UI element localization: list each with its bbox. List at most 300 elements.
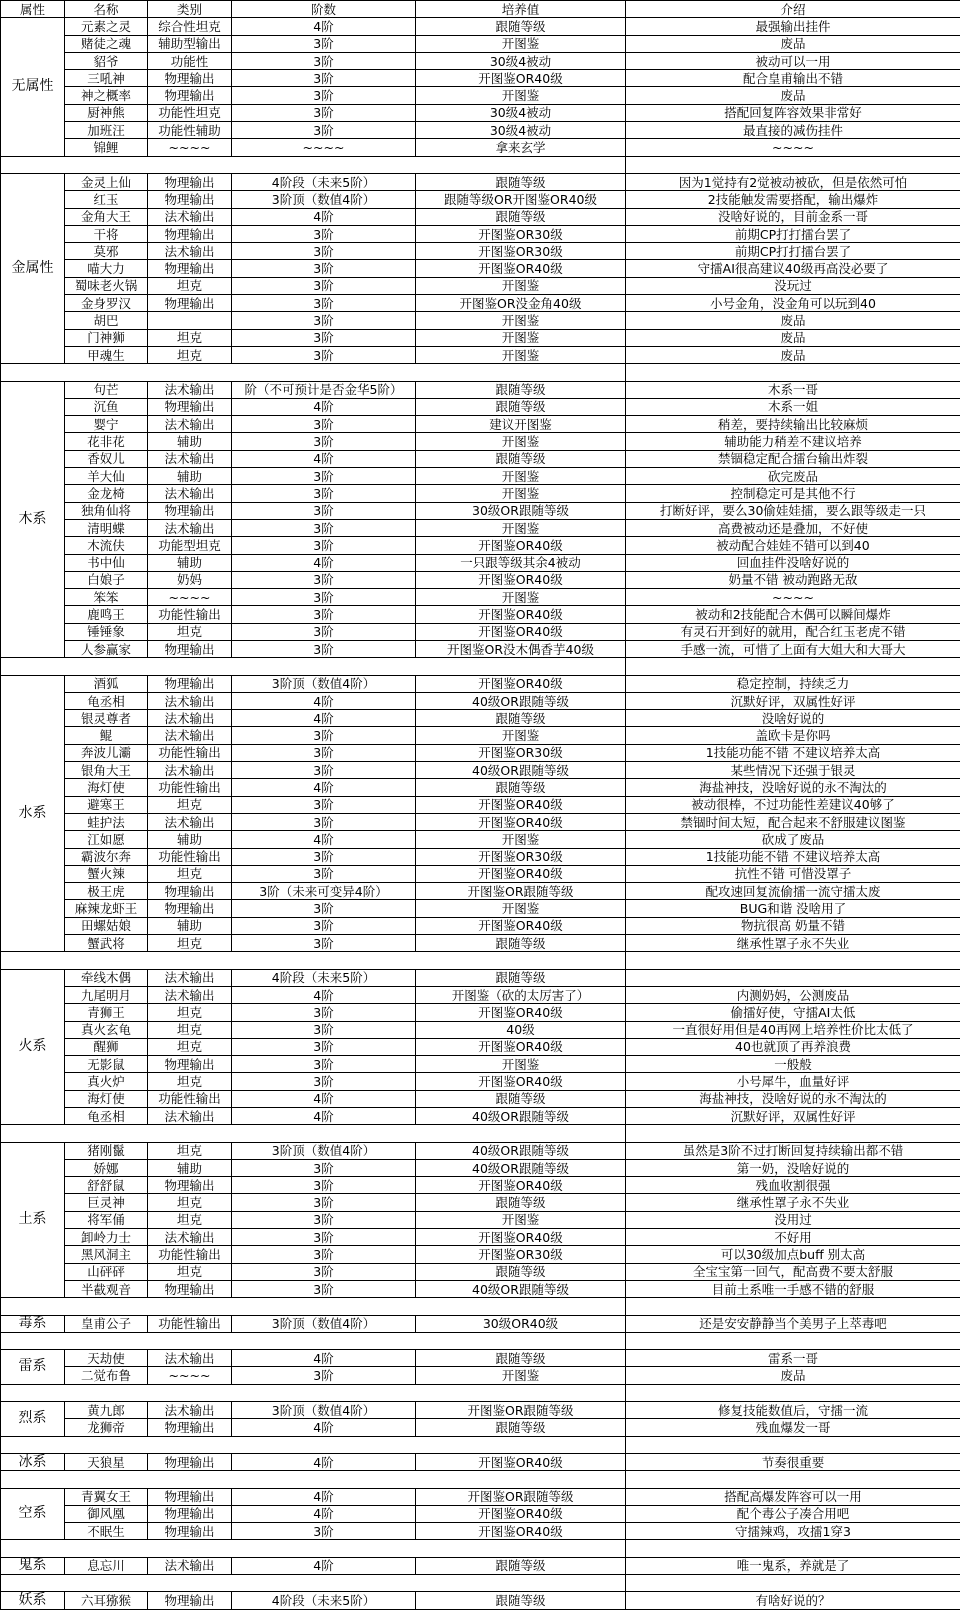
table-row (1, 1315, 960, 1332)
training-cell: 跟随等级 (416, 381, 626, 398)
pet-name-cell: 银灵尊者 (65, 710, 148, 727)
training-cell: 跟随等级 (416, 969, 626, 986)
tier-cell: 3阶 (232, 70, 416, 87)
intro-cell: 有啥好说的？ (626, 1592, 960, 1609)
table-row (1, 606, 960, 623)
table-row (1, 1419, 960, 1436)
table-row (1, 346, 960, 363)
table-row (1, 1523, 960, 1540)
pet-name-cell: 莫邪 (65, 243, 148, 260)
training-cell: 开图鉴OR30级 (416, 243, 626, 260)
tier-cell: 3阶 (232, 519, 416, 536)
pet-name-cell: 羊大仙 (65, 468, 148, 485)
training-cell: 开图鉴 (416, 1211, 626, 1228)
pet-name-cell: 貂爷 (65, 52, 148, 69)
pet-name-cell: 醒狮 (65, 1038, 148, 1055)
separator-row (1, 658, 960, 675)
pet-name-cell: 卸岭力士 (65, 1229, 148, 1246)
intro-cell: 被动很棒，不过功能性差建议40够了 (626, 796, 960, 813)
category-cell: 法术输出 (148, 1108, 232, 1125)
intro-cell: 废品 (626, 1367, 960, 1384)
intro-cell: 守擂AI很高建议40级再高没必要了 (626, 260, 960, 277)
tier-cell: 4阶 (232, 18, 416, 35)
table-row (1, 381, 960, 398)
header-attribute: 属性 (1, 1, 65, 18)
tier-cell: 3阶 (232, 329, 416, 346)
intro-cell: 打断好评，要么30偷娃娃擂，要么跟等级走一只 (626, 502, 960, 519)
table-row (1, 104, 960, 121)
pet-name-cell: 黑风洞主 (65, 1246, 148, 1263)
table-row (1, 727, 960, 744)
separator-cell (626, 1540, 960, 1557)
table-row (1, 935, 960, 952)
pet-name-cell: 龟丞相 (65, 692, 148, 709)
category-cell: 物理输出 (148, 87, 232, 104)
separator-cell (626, 658, 960, 675)
training-cell: 跟随等级 (416, 173, 626, 190)
separator-cell (1, 952, 626, 969)
pet-name-cell: 天劫使 (65, 1350, 148, 1367)
intro-cell: 配个毒公子凑合用吧 (626, 1505, 960, 1522)
training-cell: 开图鉴 (416, 468, 626, 485)
pet-name-cell: 麻辣龙虾王 (65, 900, 148, 917)
table-row (1, 1021, 960, 1038)
tier-cell: 3阶 (232, 502, 416, 519)
training-cell: 开图鉴OR没金角40级 (416, 295, 626, 312)
intro-cell: 禁锢时间太短，配合起来不舒服建议图鉴 (626, 813, 960, 830)
training-cell: 开图鉴OR没木偶香芋40级 (416, 640, 626, 657)
tier-cell: 3阶 (232, 813, 416, 830)
table-row (1, 122, 960, 139)
intro-cell: 有灵石开到好的就用，配合红玉老虎不错 (626, 623, 960, 640)
attribute-cell: 空系 (1, 1488, 65, 1540)
intro-cell: 搭配回复阵容效果非常好 (626, 104, 960, 121)
intro-cell: 第一奶，没啥好说的 (626, 1159, 960, 1176)
tier-cell: 4阶 (232, 1505, 416, 1522)
category-cell: 法术输出 (148, 692, 232, 709)
header-tier: 阶数 (232, 1, 416, 18)
tier-cell: 3阶 (232, 1523, 416, 1540)
category-cell: 坦克 (148, 1211, 232, 1228)
training-cell: 开图鉴 (416, 485, 626, 502)
pet-name-cell: 元素之灵 (65, 18, 148, 35)
attribute-cell: 毒系 (1, 1315, 65, 1332)
attribute-cell: 水系 (1, 675, 65, 952)
category-cell: ~~~~ (148, 589, 232, 606)
category-cell: 辅助型输出 (148, 35, 232, 52)
pet-name-cell: 人参赢家 (65, 640, 148, 657)
table-row (1, 1263, 960, 1280)
pet-name-cell: 甲魂生 (65, 346, 148, 363)
intro-cell: 物抗很高 奶量不错 (626, 917, 960, 934)
tier-cell: 3阶 (232, 1194, 416, 1211)
tier-cell: 3阶顶（数值4阶） (232, 1402, 416, 1419)
pet-name-cell: 无影鼠 (65, 1056, 148, 1073)
training-cell: 开图鉴OR40级 (416, 70, 626, 87)
pet-name-cell: 息忘川 (65, 1557, 148, 1574)
intro-cell: 海盐神技，没啥好说的永不淘汰的 (626, 1090, 960, 1107)
intro-cell (626, 969, 960, 986)
table-row (1, 1090, 960, 1107)
category-cell: 坦克 (148, 796, 232, 813)
pet-name-cell: 金灵上仙 (65, 173, 148, 190)
training-cell: 开图鉴OR30级 (416, 1246, 626, 1263)
separator-cell (1, 1540, 626, 1557)
table-row (1, 1229, 960, 1246)
training-cell: 开图鉴 (416, 277, 626, 294)
tier-cell: 3阶顶（数值4阶） (232, 675, 416, 692)
tier-cell: 3阶 (232, 1211, 416, 1228)
attribute-cell: 妖系 (1, 1592, 65, 1609)
training-cell: 开图鉴OR40级 (416, 1038, 626, 1055)
pet-name-cell: 木流伕 (65, 537, 148, 554)
tier-cell: 4阶 (232, 208, 416, 225)
table-row (1, 260, 960, 277)
category-cell: 坦克 (148, 346, 232, 363)
tier-cell: 3阶 (232, 900, 416, 917)
intro-cell: 海盐神技，没啥好说的永不淘汰的 (626, 779, 960, 796)
pet-name-cell: 极王虎 (65, 883, 148, 900)
tier-cell: 4阶段（未来5阶） (232, 969, 416, 986)
pet-name-cell: 九尾明月 (65, 986, 148, 1003)
intro-cell: 目前土系唯一手感不错的舒服 (626, 1280, 960, 1297)
category-cell: 功能性输出 (148, 606, 232, 623)
training-cell: 开图鉴OR40级 (416, 917, 626, 934)
pet-name-cell: 皇甫公子 (65, 1315, 148, 1332)
pet-name-cell: 金身罗汉 (65, 295, 148, 312)
intro-cell: 前期CP打打擂台罢了 (626, 243, 960, 260)
tier-cell: 3阶 (232, 848, 416, 865)
intro-cell: 节奏很重要 (626, 1453, 960, 1470)
separator-row (1, 156, 960, 173)
intro-cell: 搭配高爆发阵容可以一用 (626, 1488, 960, 1505)
pet-name-cell: 清明蝶 (65, 519, 148, 536)
training-cell: 开图鉴OR40级 (416, 1453, 626, 1470)
training-cell: 40级OR跟随等级 (416, 1280, 626, 1297)
separator-cell (626, 1471, 960, 1488)
category-cell: 法术输出 (148, 1229, 232, 1246)
category-cell: 物理输出 (148, 260, 232, 277)
intro-cell: 废品 (626, 35, 960, 52)
tier-cell: 4阶 (232, 1108, 416, 1125)
intro-cell: 沉默好评，双属性好评 (626, 692, 960, 709)
pet-name-cell: 猪刚鬣 (65, 1142, 148, 1159)
training-cell: 跟随等级 (416, 1194, 626, 1211)
category-cell: 功能性坦克 (148, 104, 232, 121)
intro-cell: 配合皇甫输出不错 (626, 70, 960, 87)
pet-name-cell: 将军俑 (65, 1211, 148, 1228)
tier-cell: 3阶（未来可变异4阶） (232, 883, 416, 900)
table-row (1, 1073, 960, 1090)
table-row (1, 1453, 960, 1470)
tier-cell: 3阶 (232, 295, 416, 312)
category-cell: 法术输出 (148, 969, 232, 986)
pet-name-cell: 笨笨 (65, 589, 148, 606)
intro-cell: 没啥好说的，目前金系一哥 (626, 208, 960, 225)
tier-cell: 4阶段（未来5阶） (232, 1592, 416, 1609)
table-row (1, 485, 960, 502)
pet-name-cell: 婴宁 (65, 416, 148, 433)
attribute-cell: 雷系 (1, 1350, 65, 1385)
table-row (1, 277, 960, 294)
pet-name-cell: 海灯使 (65, 779, 148, 796)
table-row (1, 52, 960, 69)
pet-name-cell: 半截观音 (65, 1280, 148, 1297)
pet-name-cell: 青狮王 (65, 1004, 148, 1021)
category-cell: 功能性输出 (148, 1246, 232, 1263)
tier-cell: 3阶 (232, 623, 416, 640)
category-cell: 辅助 (148, 917, 232, 934)
table-row (1, 139, 960, 156)
pet-name-cell: 舒舒鼠 (65, 1177, 148, 1194)
category-cell: 功能性输出 (148, 848, 232, 865)
intro-cell: 砍完废品 (626, 468, 960, 485)
pet-name-cell: 红玉 (65, 191, 148, 208)
table-row (1, 208, 960, 225)
separator-cell (626, 156, 960, 173)
pet-name-cell: 不眠生 (65, 1523, 148, 1540)
table-row (1, 675, 960, 692)
table-row (1, 623, 960, 640)
intro-cell: 小号犀牛，血量好评 (626, 1073, 960, 1090)
intro-cell: 被动和2技能配合木偶可以瞬间爆炸 (626, 606, 960, 623)
intro-cell: 废品 (626, 329, 960, 346)
category-cell: 物理输出 (148, 675, 232, 692)
category-cell: 辅助 (148, 554, 232, 571)
table-row (1, 433, 960, 450)
intro-cell: 控制稳定可是其他不行 (626, 485, 960, 502)
intro-cell: 没玩过 (626, 277, 960, 294)
training-cell: 开图鉴 (416, 87, 626, 104)
training-cell: 跟随等级 (416, 208, 626, 225)
table-row (1, 70, 960, 87)
category-cell: 法术输出 (148, 485, 232, 502)
pet-name-cell: 酒狐 (65, 675, 148, 692)
training-cell: 跟随等级 (416, 1557, 626, 1574)
tier-cell: 3阶 (232, 744, 416, 761)
table-row (1, 191, 960, 208)
intro-cell: 继承性罩子永不失业 (626, 935, 960, 952)
pet-name-cell: 蜀味老火锅 (65, 277, 148, 294)
tier-cell: 4阶段（未来5阶） (232, 173, 416, 190)
table-row (1, 848, 960, 865)
training-cell: 跟随等级 (416, 1090, 626, 1107)
tier-cell: 3阶 (232, 416, 416, 433)
training-cell: 开图鉴（砍的太厉害了） (416, 986, 626, 1003)
intro-cell: 回血挂件没啥好说的 (626, 554, 960, 571)
tier-cell: 3阶 (232, 243, 416, 260)
category-cell: 物理输出 (148, 883, 232, 900)
header-training: 培养值 (416, 1, 626, 18)
table-row (1, 813, 960, 830)
separator-cell (1, 1471, 626, 1488)
training-cell: 开图鉴OR40级 (416, 260, 626, 277)
table-row (1, 1488, 960, 1505)
category-cell: 坦克 (148, 1073, 232, 1090)
table-row (1, 744, 960, 761)
pet-name-cell: 加班汪 (65, 122, 148, 139)
intro-cell: 废品 (626, 312, 960, 329)
training-cell: 开图鉴 (416, 1056, 626, 1073)
category-cell: 功能性 (148, 52, 232, 69)
pet-name-cell: 银角大王 (65, 762, 148, 779)
separator-row (1, 1298, 960, 1315)
table-row (1, 1505, 960, 1522)
training-cell: 40级OR跟随等级 (416, 1159, 626, 1176)
pet-name-cell: 鹿鸣王 (65, 606, 148, 623)
training-cell: 40级OR跟随等级 (416, 1142, 626, 1159)
intro-cell: 被动可以一用 (626, 52, 960, 69)
tier-cell: ~~~~ (232, 139, 416, 156)
intro-cell: 某些情况下还强于银灵 (626, 762, 960, 779)
tier-cell: 3阶 (232, 1280, 416, 1297)
category-cell: 法术输出 (148, 762, 232, 779)
table-row (1, 87, 960, 104)
intro-cell: 被动配合娃娃不错可以到40 (626, 537, 960, 554)
pet-name-cell: 牵线木偶 (65, 969, 148, 986)
training-cell: 开图鉴OR40级 (416, 1523, 626, 1540)
pet-name-cell: 江如愿 (65, 831, 148, 848)
pet-name-cell: 御风凰 (65, 1505, 148, 1522)
table-row (1, 796, 960, 813)
pet-name-cell: 娇娜 (65, 1159, 148, 1176)
intro-cell: 1技能功能不错 不建议培养太高 (626, 744, 960, 761)
tier-cell: 阶（不可预计是否金华5阶） (232, 381, 416, 398)
category-cell: 法术输出 (148, 381, 232, 398)
table-row (1, 519, 960, 536)
header-row (1, 1, 960, 18)
category-cell: 坦克 (148, 277, 232, 294)
pet-name-cell: 白娘子 (65, 571, 148, 588)
table-row (1, 243, 960, 260)
category-cell: 功能性输出 (148, 1315, 232, 1332)
training-cell: 开图鉴OR40级 (416, 623, 626, 640)
category-cell: 物理输出 (148, 1523, 232, 1540)
pet-name-cell: 蛙护法 (65, 813, 148, 830)
tier-cell: 3阶 (232, 1159, 416, 1176)
pet-name-cell: 独角仙将 (65, 502, 148, 519)
table-row (1, 917, 960, 934)
intro-cell: 沉默好评，双属性好评 (626, 1108, 960, 1125)
intro-cell: 守擂辣鸡，攻擂1穿3 (626, 1523, 960, 1540)
intro-cell: 一直很好用但是40再网上培养性价比太低了 (626, 1021, 960, 1038)
intro-cell: 还是安安静静当个美男子上萃毒吧 (626, 1315, 960, 1332)
separator-row (1, 1384, 960, 1401)
table-row (1, 1350, 960, 1367)
intro-cell: 虽然是3阶不过打断回复持续输出都不错 (626, 1142, 960, 1159)
table-row (1, 502, 960, 519)
intro-cell: 辅助能力稍差不建议培养 (626, 433, 960, 450)
separator-row (1, 952, 960, 969)
table-row (1, 865, 960, 882)
separator-cell (626, 1298, 960, 1315)
intro-cell: 砍成了废品 (626, 831, 960, 848)
table-row (1, 416, 960, 433)
intro-cell: 高费被动还是叠加，不好使 (626, 519, 960, 536)
category-cell: 物理输出 (148, 1419, 232, 1436)
intro-cell: 残血爆发一哥 (626, 1419, 960, 1436)
intro-cell: 修复技能数值后，守擂一流 (626, 1402, 960, 1419)
table-row (1, 640, 960, 657)
pet-name-cell: 门神狮 (65, 329, 148, 346)
table-row (1, 1056, 960, 1073)
pet-name-cell: 二觉布鲁 (65, 1367, 148, 1384)
category-cell: 物理输出 (148, 502, 232, 519)
intro-cell: 木系一哥 (626, 381, 960, 398)
table-row (1, 1211, 960, 1228)
pet-name-cell: 三吼神 (65, 70, 148, 87)
table-row (1, 779, 960, 796)
intro-cell: 最直接的减伤挂件 (626, 122, 960, 139)
pet-name-cell: 香奴儿 (65, 450, 148, 467)
training-cell: 开图鉴OR40级 (416, 1004, 626, 1021)
tier-cell: 3阶 (232, 433, 416, 450)
table-row (1, 1108, 960, 1125)
category-cell: 坦克 (148, 1142, 232, 1159)
category-cell: 坦克 (148, 1038, 232, 1055)
tier-cell: 3阶 (232, 277, 416, 294)
training-cell: 跟随等级 (416, 935, 626, 952)
intro-cell: 小号金角，没金角可以玩到40 (626, 295, 960, 312)
category-cell: 法术输出 (148, 1402, 232, 1419)
tier-cell: 3阶 (232, 589, 416, 606)
training-cell: 开图鉴 (416, 433, 626, 450)
pet-name-cell: 六耳猕猴 (65, 1592, 148, 1609)
training-cell: 开图鉴 (416, 1367, 626, 1384)
header-category: 类别 (148, 1, 232, 18)
table-row (1, 1177, 960, 1194)
pet-name-cell: 句芒 (65, 381, 148, 398)
category-cell: 法术输出 (148, 1350, 232, 1367)
training-cell: 30级4被动 (416, 122, 626, 139)
table-row (1, 225, 960, 242)
header-name: 名称 (65, 1, 148, 18)
training-cell: 拿来玄学 (416, 139, 626, 156)
tier-cell: 4阶 (232, 710, 416, 727)
separator-row (1, 1540, 960, 1557)
category-cell: 坦克 (148, 1263, 232, 1280)
category-cell: 物理输出 (148, 295, 232, 312)
attribute-cell: 木系 (1, 381, 65, 658)
separator-cell (626, 952, 960, 969)
category-cell: 功能性辅助 (148, 122, 232, 139)
table-row (1, 1402, 960, 1419)
table-row (1, 1280, 960, 1297)
training-cell: 开图鉴OR40级 (416, 865, 626, 882)
category-cell: 物理输出 (148, 1177, 232, 1194)
training-cell: 开图鉴 (416, 346, 626, 363)
category-cell: 物理输出 (148, 1056, 232, 1073)
pet-name-cell: 神之概率 (65, 87, 148, 104)
table-row (1, 762, 960, 779)
table-row (1, 969, 960, 986)
intro-cell: 废品 (626, 87, 960, 104)
pet-name-cell: 黄九郎 (65, 1402, 148, 1419)
table-row (1, 295, 960, 312)
intro-cell: 抗性不错 可惜没罩子 (626, 865, 960, 882)
intro-cell: BUG和谐 没啥用了 (626, 900, 960, 917)
separator-cell (1, 658, 626, 675)
separator-cell (626, 1436, 960, 1453)
pet-name-cell: 金龙椅 (65, 485, 148, 502)
category-cell: 辅助 (148, 433, 232, 450)
pet-name-cell: 海灯使 (65, 1090, 148, 1107)
separator-row (1, 1436, 960, 1453)
training-cell: 开图鉴 (416, 589, 626, 606)
tier-cell: 3阶 (232, 796, 416, 813)
training-cell: 开图鉴 (416, 312, 626, 329)
intro-cell: 残血收割很强 (626, 1177, 960, 1194)
